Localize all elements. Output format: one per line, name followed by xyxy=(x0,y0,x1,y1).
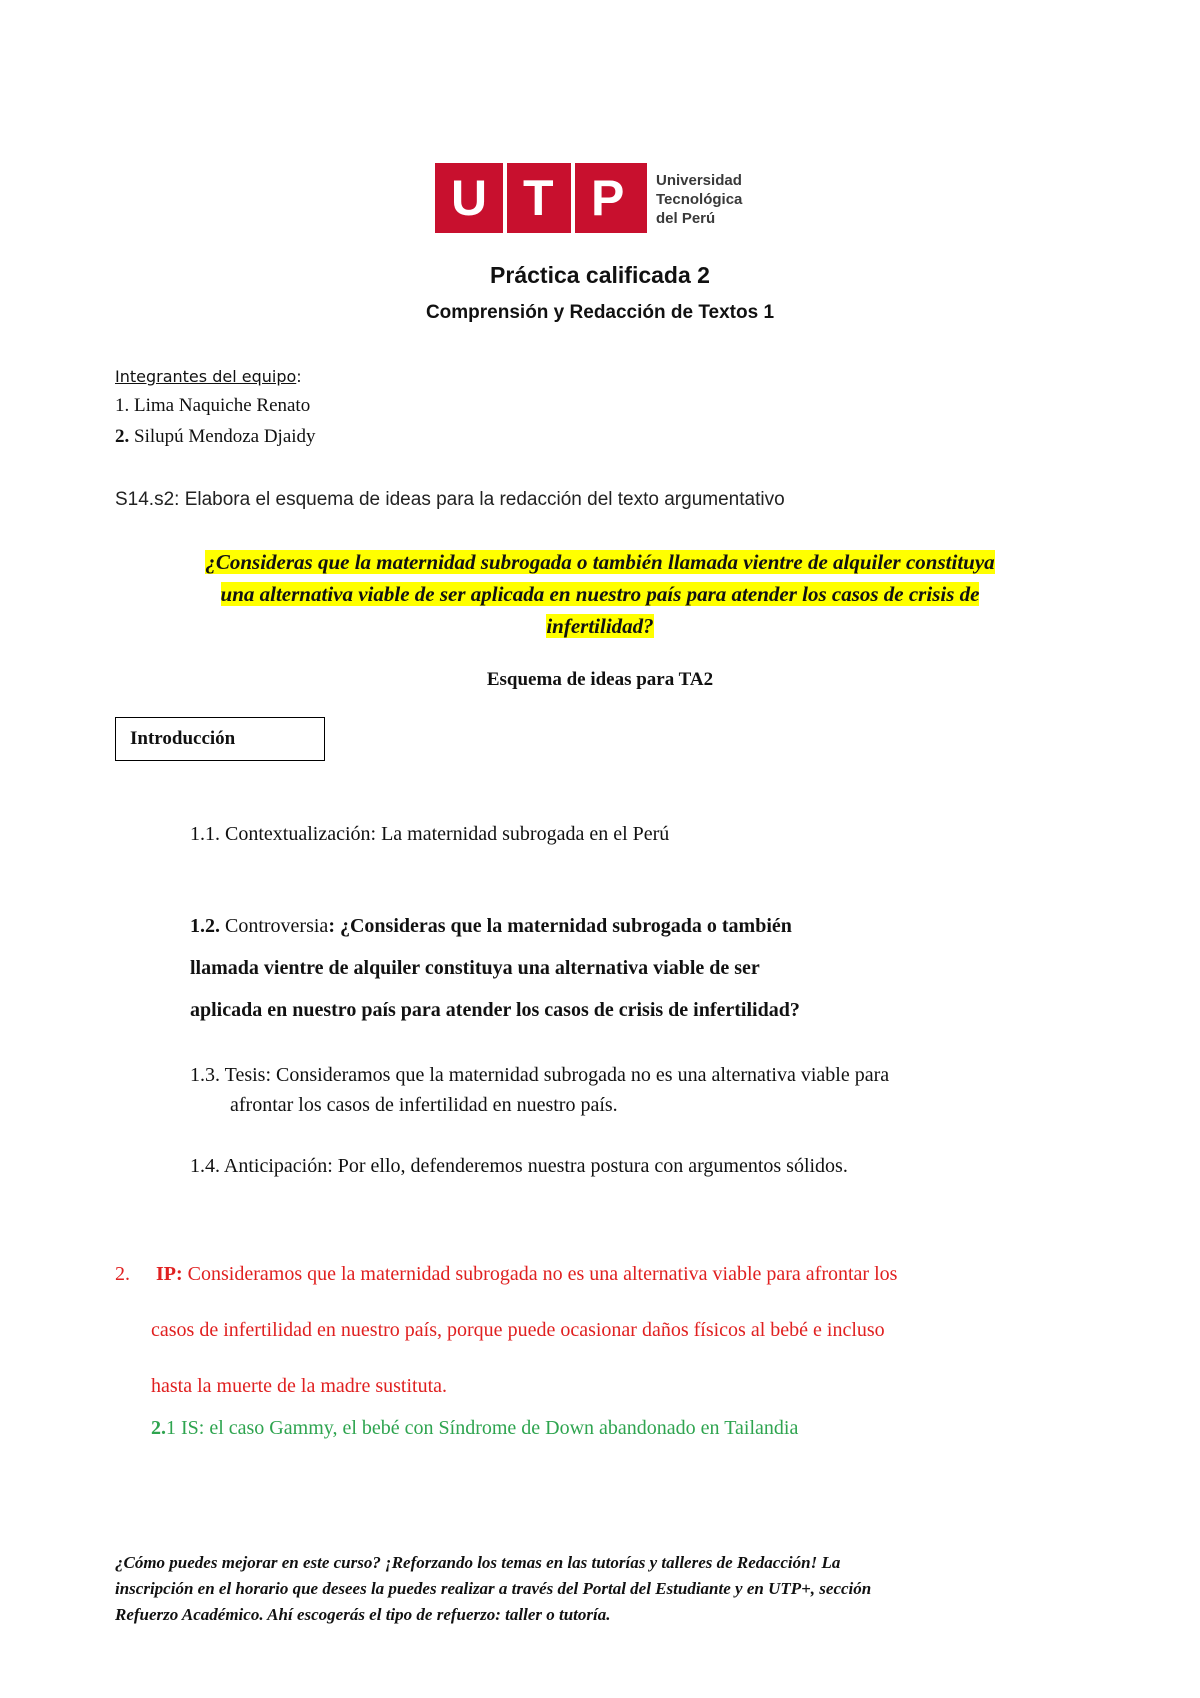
logo-letter-t: T xyxy=(523,170,554,226)
team-member xyxy=(115,426,316,448)
central-question xyxy=(115,546,1085,642)
page-subtitle: Comprensión y Redacción de Textos 1 xyxy=(425,302,775,323)
controversy-label: Controversia xyxy=(225,915,329,937)
controversy-line: aplicada en nuestro país para atender los casos de crisis de infertilidad? xyxy=(190,999,800,1021)
footer-note xyxy=(115,1550,1075,1628)
item-number: 2. xyxy=(115,1263,130,1285)
question-line: una alternativa viable de ser aplicada en nuestro país para atender los casos de crisis de xyxy=(220,582,980,606)
ip-line: casos de infertilidad en nuestro país, porque puede ocasionar daños físicos al bebé e incluso xyxy=(151,1319,885,1341)
university-name xyxy=(656,171,742,228)
university-name-line: Universidad xyxy=(656,172,742,189)
university-name-line: del Perú xyxy=(656,210,716,227)
team-label-colon: : xyxy=(296,367,302,386)
ip-line: hasta la muerte de la madre sustituta. xyxy=(151,1375,448,1397)
ip-line: Consideramos que la maternidad subrogada no es una alternativa viable para afrontar los xyxy=(187,1263,898,1285)
member-number: 2. xyxy=(115,426,130,447)
main-idea-paragraph xyxy=(115,1246,897,1414)
task-statement: S14.s2: Elabora el esquema de ideas para la redacción del texto argumentativo xyxy=(115,489,785,510)
item-1-4 xyxy=(190,1151,848,1181)
footer-line: ¿Cómo puedes mejorar en este curso? ¡Reforzando los temas en las tutorías y talleres de Redacción! La xyxy=(115,1553,841,1572)
question-line: infertilidad? xyxy=(546,614,654,638)
item-number: 2. xyxy=(151,1417,166,1439)
scheme-title: Esquema de ideas para TA2 xyxy=(486,669,714,690)
member-number: 1. xyxy=(115,395,130,416)
item-1-1 xyxy=(190,819,669,849)
ip-label: IP: xyxy=(156,1263,183,1285)
secondary-idea xyxy=(151,1413,798,1443)
utp-logo xyxy=(435,163,647,233)
university-name-line: Tecnológica xyxy=(656,191,743,208)
controversy-colon: : xyxy=(328,915,335,937)
logo-separator xyxy=(571,163,575,233)
item-number: 1.4. xyxy=(190,1155,220,1177)
item-1-3 xyxy=(190,1060,889,1120)
team-label-text: Integrantes del equipo xyxy=(115,367,297,386)
item-number-suffix: 1 xyxy=(166,1417,176,1439)
team-member xyxy=(115,395,310,417)
logo-letter-p: P xyxy=(591,170,625,226)
item-number: 1.1. xyxy=(190,823,220,845)
thesis-line: Tesis: Consideramos que la maternidad subrogada no es una alternativa viable para xyxy=(224,1064,890,1086)
item-text: Contextualización: La maternidad subrogada en el Perú xyxy=(225,823,670,845)
logo-letter-u: U xyxy=(451,170,488,226)
thesis-line: afrontar los casos de infertilidad en nuestro país. xyxy=(230,1094,618,1116)
footer-line: inscripción en el horario que desees la puedes realizar a través del Portal del Estudiante y en UTP+, sección xyxy=(115,1579,872,1598)
item-text: IS: el caso Gammy, el bebé con Síndrome de Down abandonado en Tailandia xyxy=(181,1417,799,1439)
item-text: Anticipación: Por ello, defenderemos nuestra postura con argumentos sólidos. xyxy=(223,1155,848,1177)
team-label xyxy=(115,367,302,386)
footer-line: Refuerzo Académico. Ahí escogerás el tipo de refuerzo: taller o tutoría. xyxy=(115,1605,611,1624)
item-number: 1.2. xyxy=(190,915,220,937)
item-1-2 xyxy=(190,905,800,1031)
member-name: Lima Naquiche Renato xyxy=(134,395,311,416)
logo-separator xyxy=(503,163,507,233)
member-name: Silupú Mendoza Djaidy xyxy=(134,426,316,447)
controversy-line: llamada vientre de alquiler constituya una alternativa viable de ser xyxy=(190,957,760,979)
introduction-heading-box: Introducción xyxy=(115,717,325,761)
question-line: ¿Consideras que la maternidad subrogada o también llamada vientre de alquiler constituya xyxy=(205,550,995,574)
controversy-line: ¿Consideras que la maternidad subrogada o también xyxy=(339,915,792,937)
item-number: 1.3. xyxy=(190,1064,220,1086)
page-title: Práctica calificada 2 xyxy=(490,262,710,288)
